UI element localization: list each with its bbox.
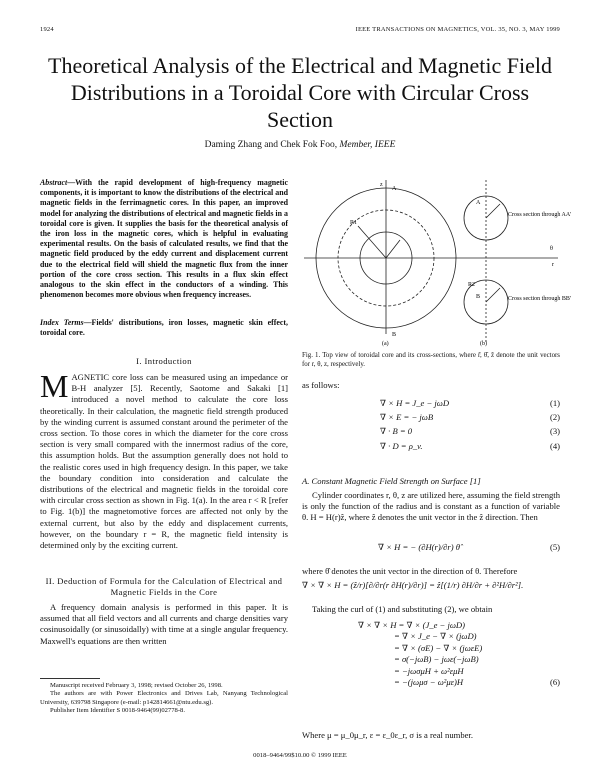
eq6-line-5: = −jωσμH + ω²εμH bbox=[394, 665, 464, 676]
section-2-text: A frequency domain analysis is performed in this paper. It is assumed that all field vectors and all currents and charge densities vary cosinusoidally (or sinusoidally) with time at a single angular frequency. Maxwell's equations are then written bbox=[40, 602, 288, 646]
abstract bbox=[40, 178, 288, 300]
figure-1b-cross-sections bbox=[464, 180, 508, 342]
label-cross-section-bottom: Cross section through BB' bbox=[508, 296, 571, 302]
equation-6-block bbox=[302, 620, 560, 688]
drop-cap: M bbox=[40, 368, 69, 404]
label-subfig-a: (a) bbox=[382, 341, 389, 347]
equation-1: ∇ × H = J_e − jωD (1) bbox=[380, 398, 560, 408]
label-r1: R1 bbox=[350, 220, 358, 226]
abstract-label: Abstract bbox=[40, 178, 68, 187]
eq6-line-3: = ∇ × (σE) − ∇ × (jωεE) bbox=[394, 642, 483, 653]
label-a-point: A bbox=[392, 186, 397, 192]
subsection-a-text-3: Taking the curl of (1) and substituting (2), we obtain bbox=[312, 604, 493, 614]
radius-r1 bbox=[358, 226, 386, 258]
eq6-line-4: = σ(−jωB) − jωε(−jωB) bbox=[394, 654, 479, 665]
equation-4: ∇ · D = ρ_v. (4) bbox=[380, 440, 560, 451]
section-2-paragraph bbox=[40, 602, 288, 647]
index-terms-label: Index Terms bbox=[40, 318, 84, 327]
journal-header: IEEE TRANSACTIONS ON MAGNETICS, VOL. 35, NO. 3, MAY 1999 bbox=[355, 26, 560, 33]
footnote-publisher-id: Publisher Item Identifier S 0018-9464(99)02778-8. bbox=[50, 707, 185, 715]
author-membership: Member, IEEE bbox=[339, 140, 396, 150]
subsection-a-heading: A. Constant Magnetic Field Strength on Surface [1] bbox=[302, 476, 481, 486]
section-2-heading: II. Deduction of Formula for the Calculation of Electrical and Magnetic Fields in the Core bbox=[45, 576, 283, 598]
label-cross-section-top: Cross section through AA' bbox=[508, 212, 572, 218]
subsection-a-text-1: Cylinder coordinates r, θ, z are utilized here, assuming the field strength is only the function of the radius and is constant as a function of variable θ. H = H(r)ẑ, where ẑ denotes the unit vector in the ẑ direction. Then bbox=[302, 490, 560, 523]
figure-1 bbox=[300, 174, 572, 347]
footnotes bbox=[40, 682, 288, 716]
intro-as-follows: as follows: bbox=[302, 380, 340, 390]
label-b-point: B bbox=[392, 332, 397, 338]
subsection-a-paragraph-2: where θ̂ denotes the unit vector in the direction of θ. Therefore bbox=[302, 566, 518, 576]
authors bbox=[40, 140, 560, 150]
label-z: z bbox=[380, 182, 383, 188]
eq6-line-2: = ∇ × J_e − ∇ × (jωD) bbox=[394, 631, 477, 642]
equation-5: ∇ × H = − (∂H(r)/∂r) θ̂ (5) bbox=[378, 542, 560, 552]
page-number: 1924 bbox=[40, 26, 54, 33]
intro-paragraph bbox=[40, 368, 288, 551]
subsection-a-paragraph-3 bbox=[302, 604, 560, 615]
copyright-line: 0018–9464/99$10.00 © 1999 IEEE bbox=[253, 752, 347, 759]
where-line: Where μ = μ_0μ_r, ε = ε_0ε_r, σ is a real number. bbox=[302, 730, 473, 740]
equation-2: ∇ × E = − jωB (2) bbox=[380, 412, 560, 423]
figure-1a-toroid bbox=[304, 180, 558, 334]
label-subfig-b: (b) bbox=[480, 341, 487, 347]
radius-r2 bbox=[386, 240, 400, 258]
index-terms-text: —Fields' distributions, iron losses, magnetic skin effect, toroidal core. bbox=[40, 318, 288, 338]
eq6-line-1: ∇ × ∇ × H = ∇ × (J_e − jωD) bbox=[358, 620, 465, 630]
footnote-rule bbox=[40, 678, 100, 679]
author-names: Daming Zhang and Chek Fok Foo, bbox=[204, 140, 338, 150]
maxwell-equations bbox=[302, 398, 560, 452]
label-theta: θ bbox=[550, 246, 553, 252]
index-terms bbox=[40, 318, 288, 338]
label-a-small: A bbox=[476, 200, 481, 206]
footnote-received: Manuscript received February 3, 1998; revised October 26, 1998. bbox=[50, 682, 223, 689]
label-b-small: B bbox=[476, 294, 481, 300]
footnote-affiliation: The authors are with Power Electronics and Drives Lab, Nanyang Technological University, 639798 Singapore (e-mail: p142814661@ntu.edu.sg). bbox=[40, 690, 288, 706]
abstract-text: —With the rapid development of high-frequency magnetic components, it is important to know the distributions of the electrical and magnetic fields in the ferrimagnetic cores. In this paper, an improved model for analyzing the distributions of electrical and magnetic fields in a toroidal core is given. It supplies the basis for the theoretical analysis of the iron loss in the magnetic cores, which is helpful in evaluating experimental results. On the basis of calculated results, we find that the magnetic field produced by the eddy current and displacement current due to the electrical field will shield the magnetic flux from the inner portion of the core cross section. This results in a flux skin effect analogous to the skin effect in the conductors of a winding. This phenomenon becomes more obvious when frequency increases. bbox=[40, 178, 288, 300]
subsection-a-paragraph-1 bbox=[302, 490, 560, 524]
curl-curl-equation: ∇ × ∇ × H = (ẑ/r)[∂/∂r(r ∂H(r)/∂r)] = ẑ[(1/r) ∂H/∂r + ∂²H/∂r²]. bbox=[302, 580, 524, 590]
intro-text: AGNETIC core loss can be measured using an impedance or B-H analyzer [5]. Recently, Saotome and Sakaki [1] introduced a novel method to calculate the core loss theoretically. In their calculation, the magnetic field strength produced by the winding current is assumed constant around the perimeter of the cross section. To those cores in which the diameter for the core cross section is very small compared with the innermost radius of the core, this assumption holds. But the assumption generally does not hold to the realistic cores used in high frequency design. In this paper, we take the boundary condition into consideration and calculate the distributions of the electrical and magnetic fields in the toroidal core with circular cross section as shown in Fig. 1(a). In the area r < R [refer to Fig. 1(b)] the magnetomotive forces are affected not only by the external current, but also by the eddy and displacement currents, however, on the boundary r = R, the magnetic field intensity is determined only by the exciting current. bbox=[40, 372, 288, 551]
figure-caption: Fig. 1. Top view of toroidal core and its cross-sections, where r̂, θ̂, ẑ denote the unit vectors for r, θ, z, respectively. bbox=[302, 352, 560, 368]
eq6-line-6: = −(jωμσ − ω²με)H (6) bbox=[394, 677, 560, 688]
label-r2: R2 bbox=[468, 282, 476, 288]
label-r: r bbox=[552, 262, 554, 268]
equation-3: ∇ · B = 0 (3) bbox=[380, 426, 560, 437]
paper-title: Theoretical Analysis of the Electrical and Magnetic Field Distributions in a Toroidal Core with Circular Cross Section bbox=[48, 53, 552, 132]
section-1-heading: I. Introduction bbox=[136, 356, 192, 366]
